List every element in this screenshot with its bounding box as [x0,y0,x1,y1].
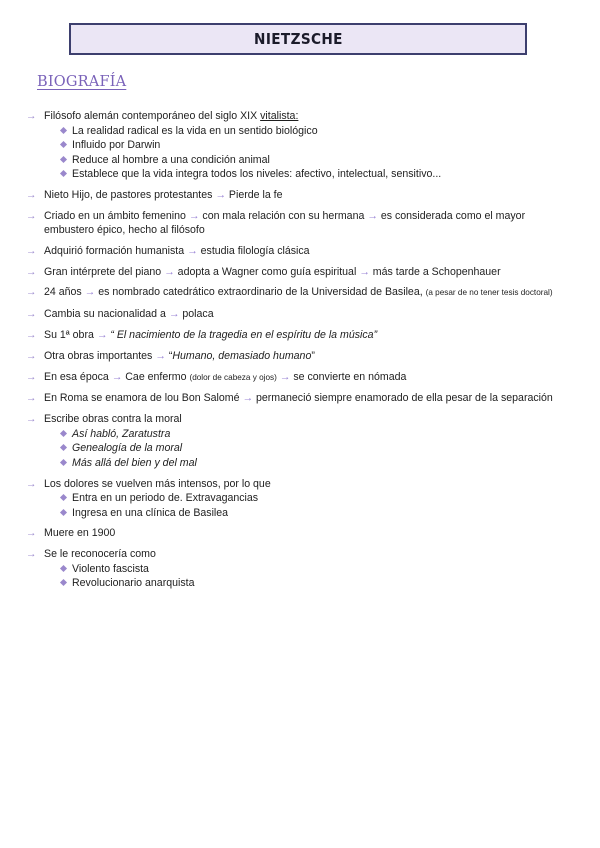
diamond-icon [60,155,67,162]
diamond-icon [60,126,67,133]
list-item [26,209,566,238]
diamond-icon [60,141,67,148]
section-heading: BIOGRAFÍA [37,74,127,90]
item-text: se convierte en nómada [290,370,407,383]
item-note: (a pesar de no tener tesis doctoral) [425,288,553,298]
sub-item-text: Violento fascista [72,562,149,575]
item-text-underlined: vitalista: [260,110,299,122]
diamond-icon [60,494,67,501]
list-item [26,328,566,343]
page-title: NIETZSCHE [253,30,343,48]
sub-item-text-italic: Así habló, Zaratustra [72,427,171,440]
arrow-right-icon: → [84,286,96,299]
item-text: Cae enfermo [122,370,190,383]
arrow-right-icon: → [26,308,37,321]
arrow-right-icon: → [187,244,198,257]
item-text: es nombrado catedrático extraordinario de la Universidad de Basilea, [95,286,426,299]
sub-item-text: Entra en un periodo de. Extravagancias [72,492,259,505]
diamond-icon [60,444,67,451]
arrow-right-icon: → [26,392,37,405]
sub-list [44,427,566,471]
sub-item-text-italic: Genealogía de la moral [72,442,183,455]
list-item [26,412,566,470]
sub-list-item [44,562,566,577]
sub-item-text: Establece que la vida integra todos los niveles: afectivo, intelectual, sensitivo... [72,168,442,180]
arrow-right-icon: → [155,349,166,362]
list-item [26,370,566,386]
sub-list-item [44,153,566,168]
list-item [26,188,566,203]
arrow-right-icon: → [164,265,175,278]
sub-item-text: Revolucionario anarquista [72,577,195,590]
arrow-right-icon: → [96,329,108,342]
sub-list-item [44,124,566,139]
diamond-icon [60,565,67,572]
arrow-right-icon: → [26,188,37,201]
list-item [26,547,566,591]
item-text-italic: “ El nacimiento de la tragedia en el espíritu de la música” [107,329,378,342]
list-item [26,244,566,259]
item-text: En Roma se enamora de lou Bon Salomé [44,392,243,405]
sub-list-item [44,138,566,153]
diamond-icon [60,509,67,516]
item-text: con mala relación con su hermana [199,209,368,222]
sub-list-item [44,491,566,506]
sub-list [44,562,566,591]
item-text: Criado en un ámbito femenino [44,209,189,222]
item-text: Cambia su nacionalidad a [44,308,169,321]
arrow-right-icon: → [26,265,37,278]
item-text: permaneció siempre enamorado de ella pesar de la separación [253,392,553,405]
diamond-icon [60,430,67,437]
item-text: 24 años [44,286,85,299]
sub-list [44,124,566,182]
list-item [26,526,566,541]
arrow-right-icon: → [26,527,37,540]
sub-item-text-italic: Más allá del bien y del mal [72,456,197,469]
arrow-right-icon: → [26,329,37,342]
list-item [26,307,566,322]
arrow-right-icon: → [188,209,200,222]
arrow-right-icon: → [215,188,226,201]
diamond-icon [60,579,67,586]
list-item [26,349,566,364]
arrow-right-icon: → [276,370,291,383]
sub-list [44,491,566,520]
item-text: polaca [179,308,214,321]
item-text-italic: Humano, demasiado humano [172,349,312,362]
item-text: Se le reconocería como [44,548,156,561]
arrow-right-icon: → [26,244,37,257]
list-item [26,265,566,280]
item-text: estudia filología clásica [197,244,310,257]
arrow-right-icon: → [26,209,37,222]
arrow-right-icon: → [26,413,37,426]
sub-item-text: La realidad radical es la vida en un sentido biológico [72,124,318,137]
diamond-icon [60,170,67,177]
arrow-right-icon: → [168,308,180,321]
arrow-right-icon: → [111,370,123,383]
arrow-right-icon: → [26,477,37,490]
arrow-right-icon: → [26,110,37,122]
item-text: Nieto Hijo, de pastores protestantes [44,188,216,201]
arrow-right-icon: → [367,209,378,222]
sub-item-text: Ingresa en una clínica de Basilea [72,506,229,519]
biography-list [26,109,566,597]
sub-list-item [44,576,566,591]
sub-list-item [44,441,566,456]
item-text: En esa época [44,370,112,383]
arrow-right-icon: → [26,349,37,362]
item-text: adopta a Wagner como guía espiritual [174,265,360,278]
arrow-right-icon: → [26,286,37,299]
diamond-icon [60,459,67,466]
sub-item-text: Reduce al hombre a una condición animal [72,153,270,166]
list-item [26,477,566,521]
arrow-right-icon: → [242,392,254,405]
sub-list-item [44,427,566,442]
item-text: ” [311,349,315,362]
item-text: es considerada como el mayor embustero épico, hecho al filósofo [44,209,526,237]
sub-item-text: Influido por Darwin [72,139,161,151]
item-text: Pierde la fe [225,188,283,201]
item-note: (dolor de cabeza y ojos) [189,372,277,382]
item-text: Muere en 1900 [44,527,116,540]
item-text: Otra obras importantes [44,349,156,362]
arrow-right-icon: → [26,548,37,561]
sub-list-item [44,506,566,521]
sub-list-item [44,456,566,471]
item-text: Escribe obras contra la moral [44,413,182,426]
title-box [69,23,527,55]
arrow-right-icon: → [359,265,370,278]
item-text: Adquirió formación humanista [44,244,188,257]
list-item [26,109,566,182]
item-text: Filósofo alemán contemporáneo del siglo XIX [44,110,261,122]
item-text: Los dolores se vuelven más intensos, por lo que [44,477,271,490]
list-item [26,391,566,406]
item-text: “ [165,349,173,362]
sub-list-item [44,167,566,182]
list-item [26,285,566,301]
arrow-right-icon: → [26,370,37,383]
item-text: Gran intérprete del piano [44,265,165,278]
item-text: más tarde a Schopenhauer [369,265,501,278]
item-text: Su 1ª obra [44,329,97,342]
